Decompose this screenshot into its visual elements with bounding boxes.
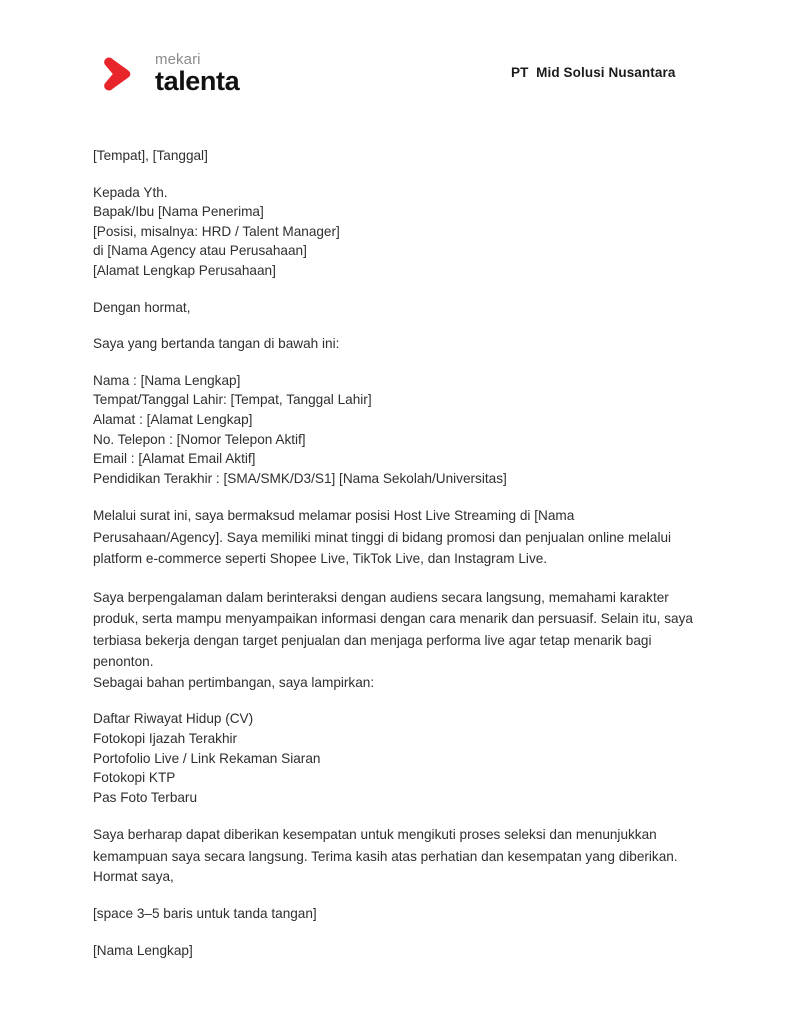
recipient-line: di [Nama Agency atau Perusahaan] xyxy=(93,243,307,259)
logo-brand-talenta: talenta xyxy=(155,66,240,96)
attachment-item: Fotokopi Ijazah Terakhir xyxy=(93,731,238,746)
company-name: PT Mid Solusi Nusantara xyxy=(511,65,676,80)
paragraph-closing: Saya berharap dapat diberikan kesempatan untuk mengikuti proses seleksi dan menunjukkan kemampuan saya secara langsung. Terima kasih atas perhatian dan kesempatan yang diberikan. xyxy=(93,827,678,864)
mekari-talenta-logo xyxy=(101,52,239,95)
attachment-item: Portofolio Live / Link Rekaman Siaran xyxy=(93,750,321,766)
identity-block xyxy=(93,371,703,489)
recipient-line: [Alamat Lengkap Perusahaan] xyxy=(93,262,276,278)
signature-space-note: [space 3–5 baris untuk tanda tangan] xyxy=(93,905,317,921)
place-and-date: [Tempat], [Tanggal] xyxy=(93,148,208,163)
attachment-item: Fotokopi KTP xyxy=(93,770,176,786)
attachment-item: Pas Foto Terbaru xyxy=(93,789,198,805)
attachments-list xyxy=(93,709,703,807)
recipient-line: [Posisi, misalnya: HRD / Talent Manager] xyxy=(93,223,340,239)
paragraph-intent: Melalui surat ini, saya bermaksud melamar posisi Host Live Streaming di [Nama Perusahaan/Agency]. Saya memiliki minat tinggi di bidang promosi dan penjualan online melalui platform e-commerce seperti Shopee Live, TikTok Live, dan Instagram Live. xyxy=(93,508,672,567)
letterhead xyxy=(0,0,791,120)
attachment-item: Daftar Riwayat Hidup (CV) xyxy=(93,711,254,727)
identity-line: Pendidikan Terakhir : [SMA/SMK/D3/S1] [Nama Sekolah/Universitas] xyxy=(93,470,507,486)
logo-wordmark xyxy=(155,52,239,95)
identity-line: Email : [Alamat Email Aktif] xyxy=(93,451,256,467)
recipient-block xyxy=(93,183,703,281)
recipient-line: Bapak/Ibu [Nama Penerima] xyxy=(93,204,264,220)
salutation: Dengan hormat, xyxy=(93,299,191,315)
red-chevron-arrow-icon xyxy=(101,54,147,94)
letter-body xyxy=(93,146,703,960)
identity-line: Alamat : [Alamat Lengkap] xyxy=(93,411,253,427)
paragraph-experience: Saya berpengalaman dalam berinteraksi dengan audiens secara langsung, memahami karakter produk, serta mampu menyampaikan informasi dengan cara menarik dan persuasif. Selain itu, saya terbiasa bekerja dengan target penjualan dan menjaga performa live agar tetap menarik bagi penonton. xyxy=(93,589,693,670)
identity-line: No. Telepon : [Nomor Telepon Aktif] xyxy=(93,431,306,447)
identity-line: Nama : [Nama Lengkap] xyxy=(93,372,241,388)
sign-off: Hormat saya, xyxy=(93,869,174,885)
recipient-line: Kepada Yth. xyxy=(93,184,168,200)
identity-intro: Saya yang bertanda tangan di bawah ini: xyxy=(93,336,340,352)
identity-line: Tempat/Tanggal Lahir: [Tempat, Tanggal Lahir] xyxy=(93,392,372,408)
signer-name: [Nama Lengkap] xyxy=(93,942,193,958)
logo-brand-mekari: mekari xyxy=(155,51,201,68)
attachments-intro: Sebagai bahan pertimbangan, saya lampirkan: xyxy=(93,674,375,690)
